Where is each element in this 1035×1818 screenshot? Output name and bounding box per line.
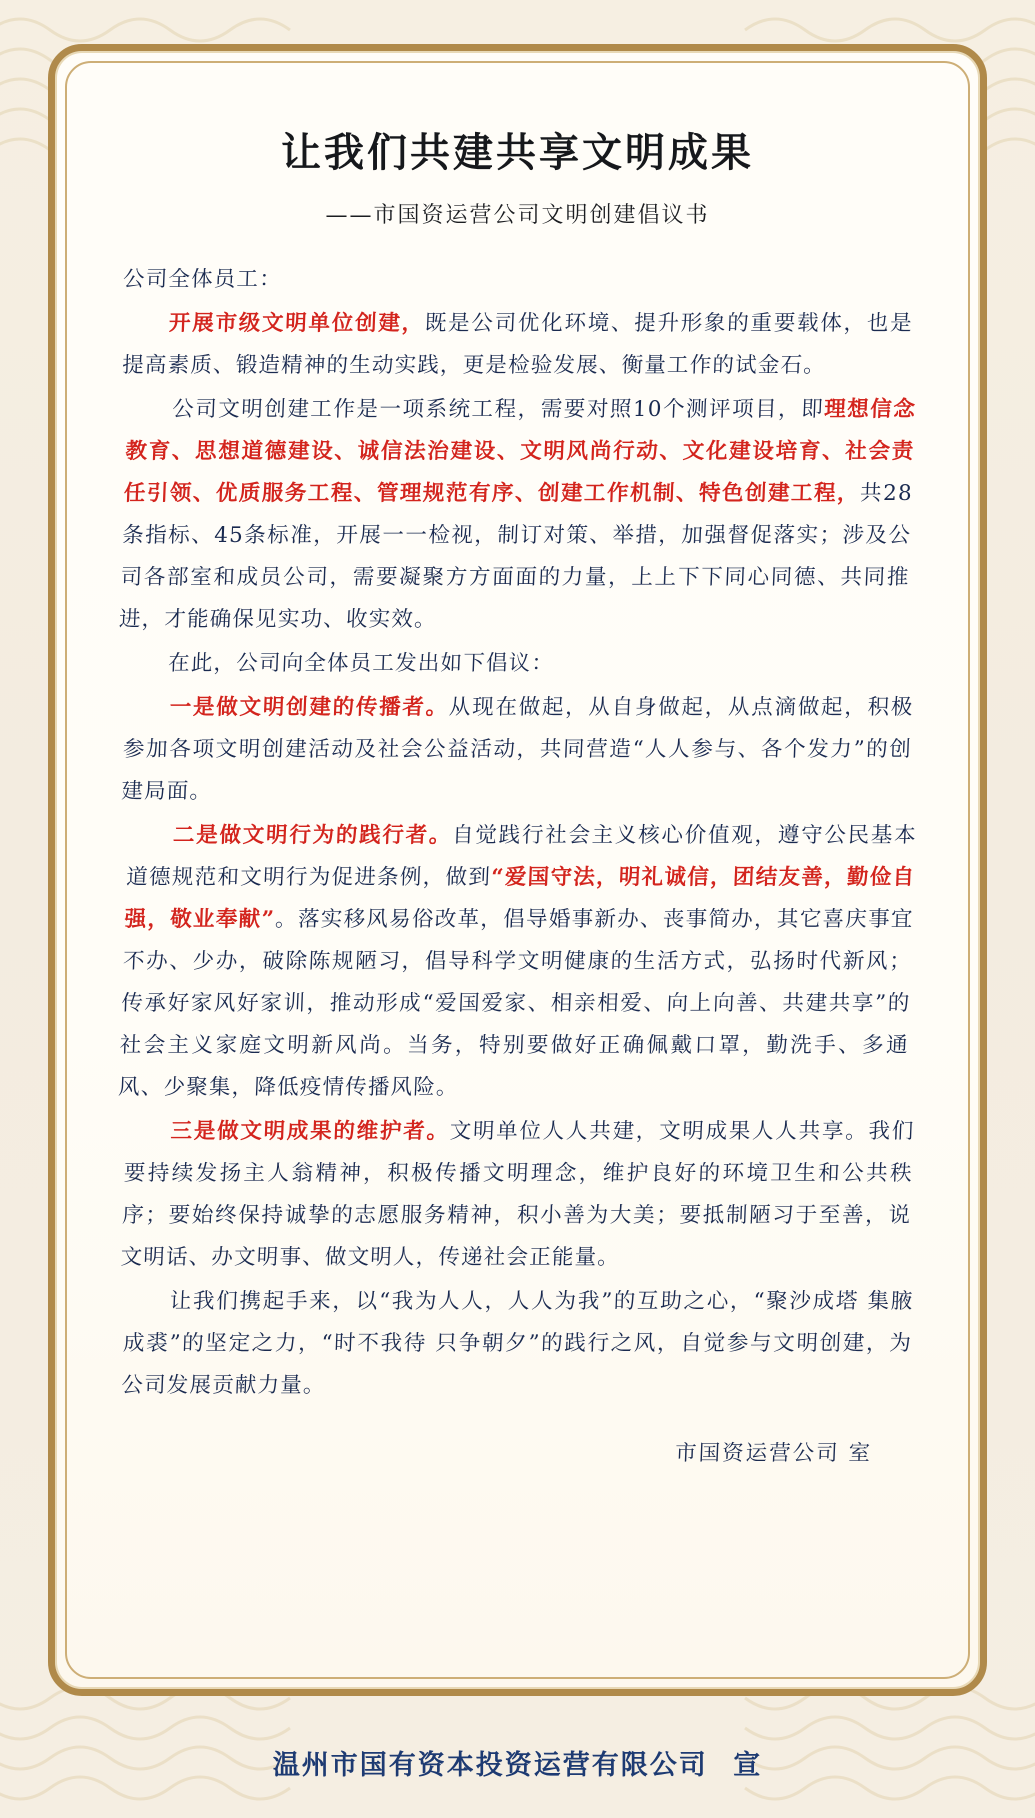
paragraph-p2 [118,389,917,641]
gold-frame-inner [65,61,970,1679]
text-segment: “爱国守法，明礼诚信，团结友善，勤俭自强，敬业奉献” [124,865,916,932]
text-segment: 三是做文明成果的维护者。 [170,1119,451,1144]
paragraph-p5 [117,815,917,1109]
paragraph-list [117,303,918,1407]
page-title: 让我们共建共享文明成果 [281,129,754,176]
text-segment: 在此，公司向全体员工发出如下倡议： [167,651,555,676]
text-segment: 共28条指标、45条标准，开展一一检视，制订对策、举措，加强督促落实；涉及公司各部室和成员公司，需要凝聚方方面面的力量，上上下下同心同德、共同推进，才能确保见实功、收实效。 [118,481,914,632]
text-segment: 开展市级文明单位创建， [168,311,426,336]
paragraph-p4 [121,687,915,813]
footer-organization: 温州市国有资本投资运营有限公司 [272,1750,708,1781]
text-segment: 二是做文明行为的践行者。 [172,823,453,848]
text-segment: 公司文明创建工作是一项系统工程，需要对照10个测评项目，即 [171,397,825,422]
text-segment: 一是做文明创建的传播者。 [169,695,450,720]
text-segment: 从现在做起，从自身做起，从点滴做起，积极参加各项文明创建活动及社会公益活动，共同营造“人人参与、各个发力”的创建局面。 [120,695,915,804]
text-segment: 自觉践行社会主义核心价值观，遵守公民基本道德规范和文明行为促进条例，做到 [125,823,918,890]
page-subtitle: ——市国资运营公司文明创建倡议书 [325,203,710,228]
signature: 市国资运营公司 室 [674,1441,873,1466]
text-segment: 让我们携起手来，以“我为人人，人人为我”的互助之心，“聚沙成塔 集腋成裘”的坚定之力，“时不我待 只争朝夕”的践行之风，自觉参与文明创建，为公司发展贡献力量。 [120,1289,915,1398]
footer-suffix: 宣 [733,1750,763,1781]
document-page [67,63,968,1677]
text-segment: 理想信念教育、思想道德建设、诚信法治建设、文明风尚行动、文化建设培育、社会责任引领、优质服务工程、管理规范有序、创建工作机制、特色创建工程， [123,397,917,506]
text-segment: 既是公司优化环境、提升形象的重要载体，也是提高素质、锻造精神的生动实践，更是检验发展、衡量工作的试金石。 [121,311,914,378]
paragraph-p6 [120,1111,915,1279]
paragraph-p3 [122,643,913,685]
salutation: 公司全体员工： [122,267,283,292]
text-segment: 。落实移风易俗改革，倡导婚事新办、丧事简办，其它喜庆事宜不办、少办，破除陈规陋习，倡导科学文明健康的生活方式，弘扬时代新风；传承好家风好家训，推动形成“爱国爱家、相亲相爱、向上向善、共建共享”的社会主义家庭文明新风尚。当务，特别要做好正确佩戴口罩，勤洗手、多通风、少聚集，降低疫情传播风险。 [117,907,915,1100]
gold-frame-outer [48,44,987,1696]
text-segment: 文明单位人人共建，文明成果人人共享。我们要持续发扬主人翁精神，积极传播文明理念，维护良好的环境卫生和公共秩序；要始终保持诚挚的志愿服务精神，积小善为大美；要抵制陋习于至善，说文明话、办文明事、做文明人，传递社会正能量。 [120,1119,915,1270]
footer [0,1743,1035,1782]
document-body [117,259,918,1475]
paragraph-p7 [121,1281,915,1407]
paragraph-p1 [121,303,913,387]
